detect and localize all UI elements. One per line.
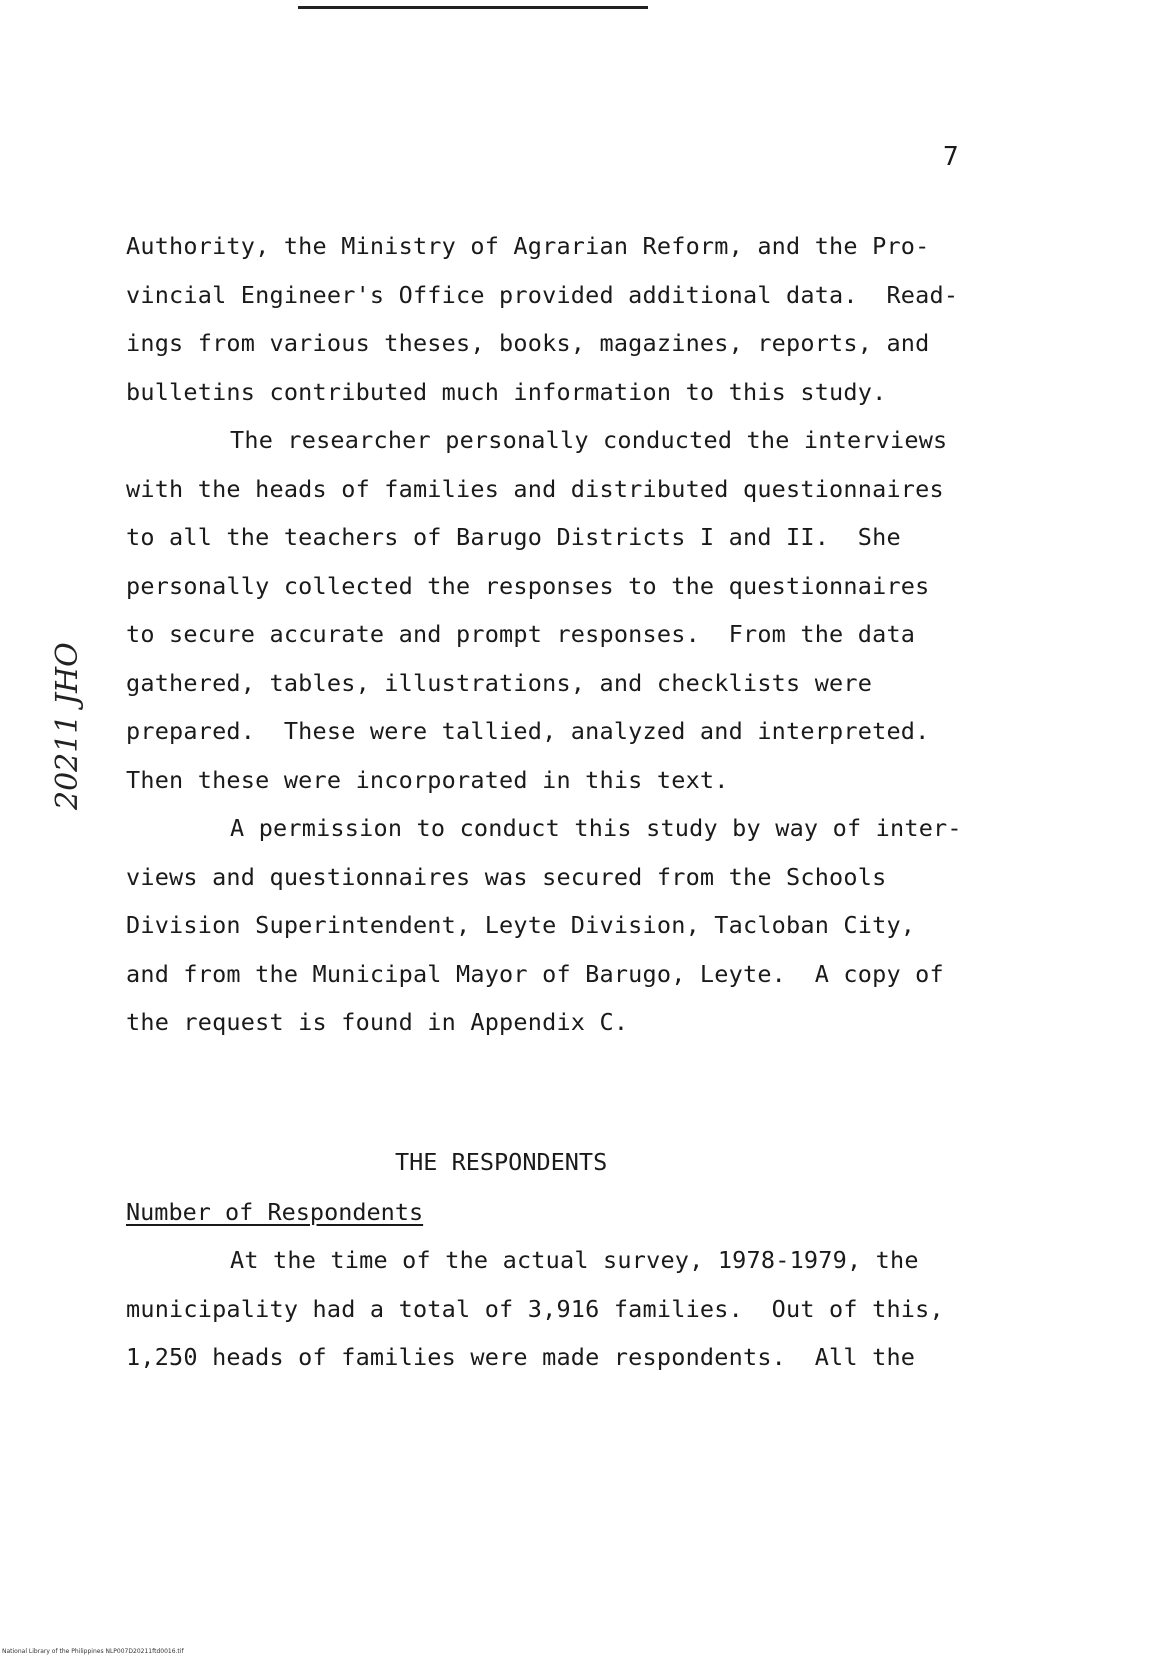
p4-line-1: At the time of the actual survey, 1978-1979, the (230, 1246, 919, 1274)
p4-line-3: 1,250 heads of families were made respondents. All the (126, 1343, 916, 1371)
section-heading: THE RESPONDENTS (395, 1148, 608, 1176)
p2-line-5: to secure accurate and prompt responses. From the data (126, 620, 916, 648)
p3-line-3: Division Superintendent, Leyte Division, Tacloban City, (126, 911, 916, 939)
top-rule (298, 0, 648, 9)
p2-line-8: Then these were incorporated in this text. (126, 766, 729, 794)
subheading: Number of Respondents (126, 1198, 424, 1226)
footer-credit: National Library of the Philippines NLP007D20211ftd0016.tif (2, 1648, 184, 1655)
p2-line-6: gathered, tables, illustrations, and checklists were (126, 669, 873, 697)
p1-line-4: bulletins contributed much information to this study. (126, 378, 887, 406)
p2-line-7: prepared. These were tallied, analyzed and interpreted. (126, 717, 930, 745)
p1-line-2: vincial Engineer's Office provided additional data. Read- (126, 281, 959, 309)
p2-line-3: to all the teachers of Barugo Districts I and II. She (126, 523, 901, 551)
p3-line-2: views and questionnaires was secured from the Schools (126, 863, 887, 891)
p1-line-1: Authority, the Ministry of Agrarian Reform, and the Pro- (126, 232, 930, 260)
p3-line-4: and from the Municipal Mayor of Barugo, Leyte. A copy of (126, 960, 944, 988)
p2-line-4: personally collected the responses to the questionnaires (126, 572, 930, 600)
p3-line-5: the request is found in Appendix C. (126, 1008, 629, 1036)
p2-line-2: with the heads of families and distributed questionnaires (126, 475, 944, 503)
p4-line-2: municipality had a total of 3,916 families. Out of this, (126, 1295, 944, 1323)
page-number: 7 (943, 142, 959, 172)
p3-line-1: A permission to conduct this study by way of inter- (230, 814, 962, 842)
p1-line-3: ings from various theses, books, magazines, reports, and (126, 329, 930, 357)
p2-line-1: The researcher personally conducted the interviews (230, 426, 948, 454)
handwritten-annotation: 20211 JHO (50, 642, 85, 810)
